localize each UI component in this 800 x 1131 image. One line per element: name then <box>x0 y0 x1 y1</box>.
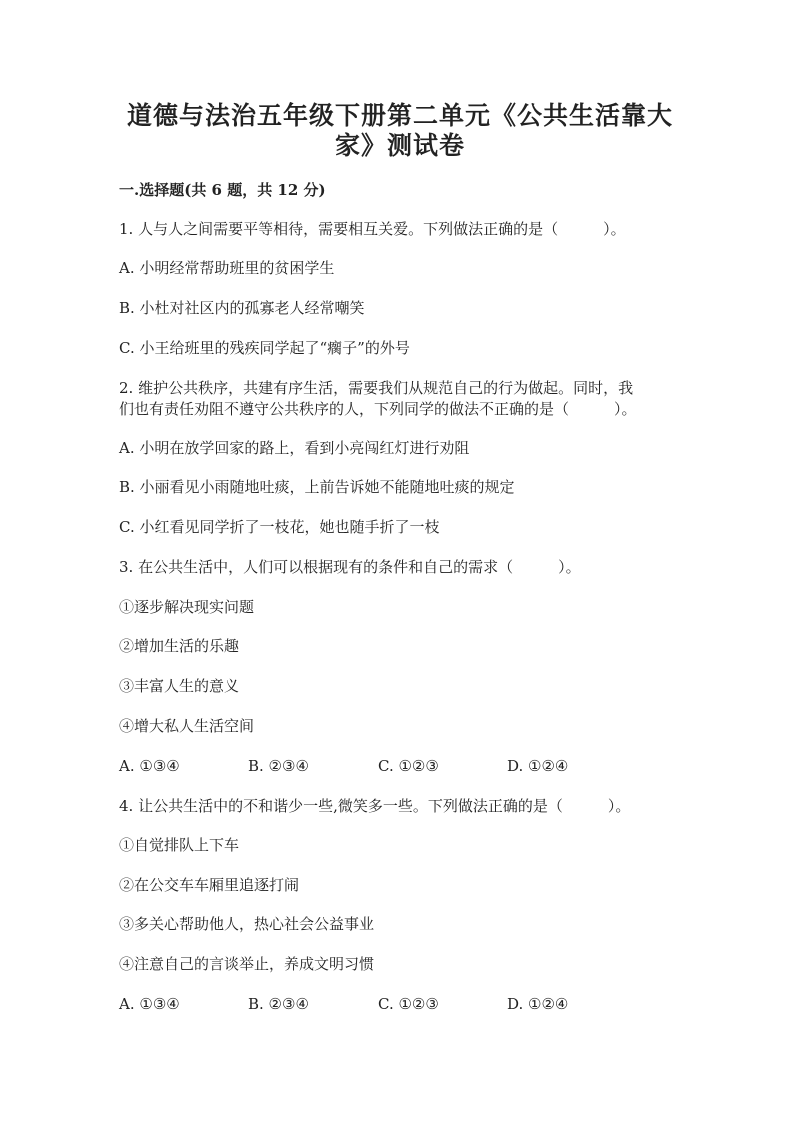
question-4-item-3: ③多关心帮助他人，热心社会公益事业 <box>119 915 375 933</box>
question-4-item-1: ①自觉排队上下车 <box>119 836 240 854</box>
question-4-choice-d: D. ①②④ <box>507 995 569 1013</box>
question-2-stem-line-2: 们也有责任劝阻不遵守公共秩序的人，下列同学的做法不正确的是（ ）。 <box>119 400 637 418</box>
exam-title-line-1: 道德与法治五年级下册第二单元《公共生活靠大 <box>126 101 673 130</box>
question-3-choice-c: C. ①②③ <box>378 757 439 775</box>
question-1-option-c: C. 小王给班里的残疾同学起了“瘸子”的外号 <box>119 339 410 357</box>
question-3-choice-b: B. ②③④ <box>248 757 309 775</box>
question-3-item-2: ②增加生活的乐趣 <box>119 637 240 655</box>
question-2-option-c: C. 小红看见同学折了一枝花，她也随手折了一枝 <box>119 518 440 536</box>
question-2-option-a: A. 小明在放学回家的路上，看到小亮闯红灯进行劝阻 <box>119 439 470 457</box>
question-4-choice-a: A. ①③④ <box>119 995 180 1013</box>
exam-title-line-2: 家》测试卷 <box>334 131 465 160</box>
question-4-choice-b: B. ②③④ <box>248 995 309 1013</box>
question-4-item-2: ②在公交车车厢里追逐打闹 <box>119 876 300 894</box>
question-4-choices <box>119 994 679 1014</box>
question-1-option-b: B. 小杜对社区内的孤寡老人经常嘲笑 <box>119 299 365 317</box>
question-3-stem: 3. 在公共生活中，人们可以根据现有的条件和自己的需求（ ）。 <box>119 558 581 576</box>
question-1-option-a: A. 小明经常帮助班里的贫困学生 <box>119 259 335 277</box>
question-3-item-3: ③丰富人生的意义 <box>119 677 240 695</box>
question-4-item-4: ④注意自己的言谈举止，养成文明习惯 <box>119 955 375 973</box>
question-1-stem: 1. 人与人之间需要平等相待，需要相互关爱。下列做法正确的是（ ）。 <box>119 220 626 238</box>
section-heading: 一.选择题(共 6 题，共 12 分) <box>119 181 326 199</box>
question-2-stem-line-1: 2. 维护公共秩序，共建有序生活，需要我们从规范自己的行为做起。同时，我 <box>119 379 634 397</box>
question-3-choice-a: A. ①③④ <box>119 757 180 775</box>
question-3-choice-d: D. ①②④ <box>507 757 569 775</box>
question-4-choice-c: C. ①②③ <box>378 995 439 1013</box>
question-2-option-b: B. 小丽看见小雨随地吐痰，上前告诉她不能随地吐痰的规定 <box>119 478 515 496</box>
question-3-item-4: ④增大私人生活空间 <box>119 717 255 735</box>
question-3-item-1: ①逐步解决现实问题 <box>119 598 255 616</box>
question-3-choices <box>119 756 679 776</box>
question-4-stem: 4. 让公共生活中的不和谐少一些,微笑多一些。下列做法正确的是（ ）。 <box>119 797 631 815</box>
